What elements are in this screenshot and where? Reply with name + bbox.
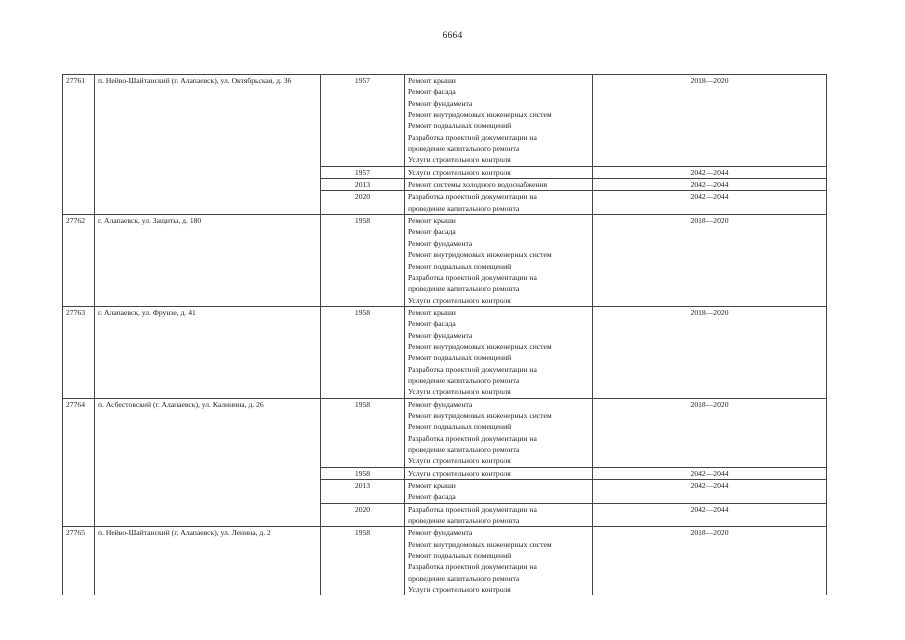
period-cell: 2018—2020 (593, 527, 827, 596)
work-item: Ремонт фундамента (408, 330, 473, 340)
year-cell: 2020 (321, 191, 405, 215)
work-item: Ремонт фундамента (408, 399, 473, 409)
work-item: Разработка проектной документации на (408, 192, 537, 202)
work-item: Ремонт подвальных помещений (408, 422, 512, 432)
year-cell: 1957 (321, 166, 405, 178)
work-item: Ремонт подвальных помещений (408, 353, 512, 363)
building-address-cell: п. Асбестовский (г. Алапаевск), ул. Калинина, д. 26 (95, 398, 321, 527)
work-item: Ремонт крыши (408, 481, 456, 491)
work-item: Услуги строительного контроля (408, 167, 511, 177)
work-item: Ремонт крыши (408, 307, 456, 317)
work-item: Ремонт внутридомовых инженерных систем (408, 110, 552, 120)
work-item: проведение капитального ремонта (408, 445, 520, 454)
work-item: Ремонт фасада (408, 319, 456, 329)
work-item: Ремонт подвальных помещений (408, 121, 512, 131)
work-item: Ремонт системы холодного водоснабжения (408, 180, 548, 190)
building-id-cell: 27765 (63, 527, 95, 596)
work-item: Разработка проектной документации на (408, 272, 537, 282)
year-cell: 2020 (321, 503, 405, 527)
building-id-cell: 27761 (63, 75, 95, 215)
year-cell: 2013 (321, 179, 405, 191)
work-item: Ремонт подвальных помещений (408, 551, 512, 561)
works-cell (405, 215, 593, 307)
work-item: Разработка проектной документации на (408, 562, 537, 572)
work-item: Ремонт крыши (408, 216, 456, 226)
year-cell: 1958 (321, 398, 405, 467)
work-item: Услуги строительного контроля (408, 155, 511, 165)
page-number: 6664 (442, 31, 463, 41)
table-body (63, 75, 827, 596)
year-cell: 1958 (321, 306, 405, 398)
period-cell: 2018—2020 (593, 398, 827, 467)
work-item: Ремонт крыши (408, 76, 456, 85)
works-cell (405, 527, 593, 596)
work-item: проведение капитального ремонта (408, 375, 520, 385)
period-cell: 2018—2020 (593, 75, 827, 167)
work-item: Ремонт фундамента (408, 528, 473, 538)
year-cell: 1958 (321, 215, 405, 307)
works-cell (405, 467, 593, 479)
year-cell: 2013 (321, 480, 405, 504)
work-item: проведение капитального ремонта (408, 516, 520, 526)
building-address-cell: г. Алапаевск, ул. Защиты, д. 180 (95, 215, 321, 307)
table-row (63, 527, 827, 596)
works-cell (405, 480, 593, 504)
work-item: Разработка проектной документации на (408, 132, 537, 142)
works-cell (405, 166, 593, 178)
repair-schedule-table (62, 74, 827, 595)
building-address-cell: п. Нейво-Шайтанский (г. Алапаевск), ул. Октябрьская, д. 36 (95, 75, 321, 215)
building-address-cell: п. Нейво-Шайтанский (г. Алапаевск), ул. Ленина, д. 2 (95, 527, 321, 596)
period-cell: 2018—2020 (593, 215, 827, 307)
year-cell: 1958 (321, 527, 405, 596)
period-cell: 2042—2044 (593, 467, 827, 479)
year-cell: 1958 (321, 467, 405, 479)
table-row (63, 398, 827, 467)
period-cell: 2042—2044 (593, 503, 827, 527)
building-id-cell: 27763 (63, 306, 95, 398)
work-item: Ремонт внутридомовых инженерных систем (408, 250, 552, 260)
works-cell (405, 75, 593, 167)
period-cell: 2042—2044 (593, 191, 827, 215)
work-item: проведение капитального ремонта (408, 284, 520, 294)
work-item: проведение капитального ремонта (408, 573, 520, 583)
works-cell (405, 191, 593, 215)
works-cell (405, 306, 593, 398)
table-row (63, 75, 827, 167)
work-item: Ремонт фундамента (408, 238, 473, 248)
work-item: проведение капитального ремонта (408, 203, 520, 213)
work-item: Разработка проектной документации на (408, 364, 537, 374)
work-item: Ремонт фундамента (408, 98, 473, 108)
work-item: Услуги строительного контроля (408, 456, 511, 466)
work-item: Ремонт подвальных помещений (408, 261, 512, 271)
work-item: Ремонт фасада (408, 87, 456, 97)
year-cell: 1957 (321, 75, 405, 167)
period-cell: 2042—2044 (593, 179, 827, 191)
works-cell (405, 503, 593, 527)
works-cell (405, 398, 593, 467)
work-item: Услуги строительного контроля (408, 468, 511, 478)
table-row (63, 215, 827, 307)
work-item: проведение капитального ремонта (408, 144, 520, 154)
work-item: Услуги строительного контроля (408, 387, 511, 397)
work-item: Ремонт внутридомовых инженерных систем (408, 539, 552, 549)
building-id-cell: 27762 (63, 215, 95, 307)
work-item: Услуги строительного контроля (408, 295, 511, 305)
building-id-cell: 27764 (63, 398, 95, 527)
period-cell: 2018—2020 (593, 306, 827, 398)
work-item: Разработка проектной документации на (408, 433, 537, 443)
work-item: Ремонт фасада (408, 227, 456, 237)
work-item: Ремонт внутридомовых инженерных систем (408, 341, 552, 351)
building-address-cell: г. Алапаевск, ул. Фрунзе, д. 41 (95, 306, 321, 398)
work-item: Услуги строительного контроля (408, 585, 511, 595)
period-cell: 2042—2044 (593, 166, 827, 178)
period-cell: 2042—2044 (593, 480, 827, 504)
works-cell (405, 179, 593, 191)
work-item: Ремонт фасада (408, 492, 456, 502)
work-item: Разработка проектной документации на (408, 504, 537, 514)
work-item: Ремонт внутридомовых инженерных систем (408, 410, 552, 420)
table-row (63, 306, 827, 398)
